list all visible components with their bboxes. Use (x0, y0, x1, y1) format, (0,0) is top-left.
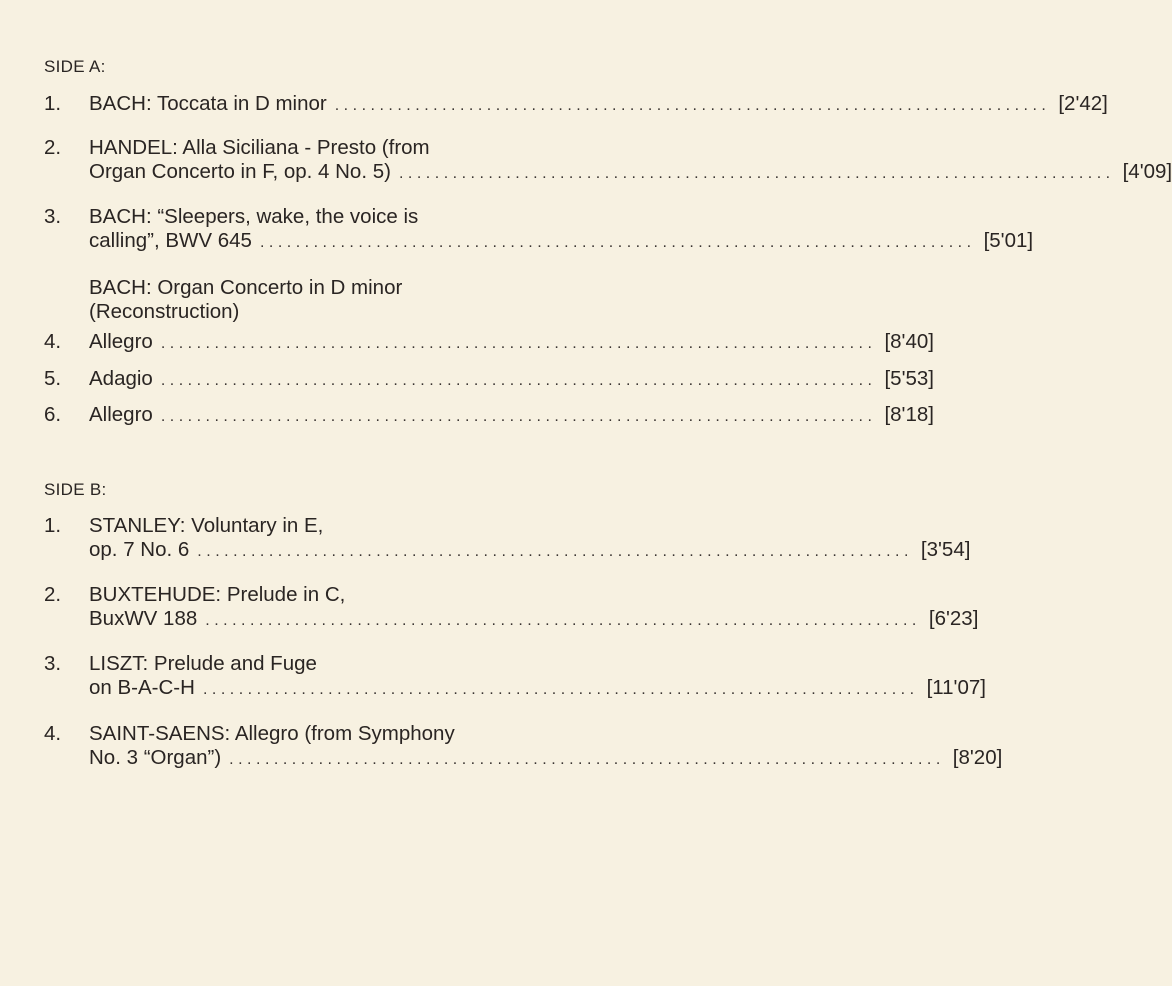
leader-dots: ................................................................................ (229, 751, 945, 768)
leader-dots: ................................................................................ (334, 97, 1051, 114)
track-title: BACH: Toccata in D minor (89, 92, 327, 115)
leader-dots: ................................................................................ (197, 543, 913, 560)
track-duration: [6'23] (928, 607, 979, 630)
leader-dots: ................................................................................ (202, 681, 919, 698)
track-number: 1. (44, 514, 62, 537)
track-title: STANLEY: Voluntary in E, (89, 514, 324, 537)
track-duration: [3'54] (920, 538, 971, 561)
track-number: 2. (44, 583, 62, 606)
leader-dots: ................................................................................ (160, 335, 877, 352)
track-number: 2. (44, 136, 62, 159)
concerto-heading-line: (Reconstruction) (89, 300, 240, 323)
track-title: BACH: “Sleepers, wake, the voice is (89, 205, 419, 228)
track-duration: [5'01] (983, 229, 1034, 252)
track-title: Allegro (89, 403, 153, 426)
track-duration: [8'20] (952, 746, 1003, 769)
track-title: LISZT: Prelude and Fuge (89, 652, 317, 675)
track-number: 4. (44, 330, 62, 353)
track-duration: [11'07] (926, 676, 986, 699)
track-number: 1. (44, 92, 62, 115)
side-b-heading: SIDE B: (44, 480, 107, 499)
track-title: Allegro (89, 330, 153, 353)
leader-dots: ................................................................................ (398, 165, 1115, 182)
concerto-heading-line: BACH: Organ Concerto in D minor (89, 276, 403, 299)
track-duration: [2'42] (1058, 92, 1108, 115)
track-duration: [5'53] (884, 367, 934, 390)
track-number: 6. (44, 403, 62, 426)
leader-dots: ................................................................................ (205, 612, 921, 629)
track-number: 4. (44, 722, 62, 745)
track-title-cont: Organ Concerto in F, op. 4 No. 5) (89, 160, 391, 183)
side-a-heading: SIDE A: (44, 57, 106, 76)
track-title-cont: on B-A-C-H (89, 676, 195, 699)
track-title: Adagio (89, 367, 153, 390)
track-duration: [4'09] (1122, 160, 1172, 183)
track-title: HANDEL: Alla Siciliana - Presto (from (89, 136, 430, 159)
track-title: BUXTEHUDE: Prelude in C, (89, 583, 346, 606)
track-duration: [8'18] (884, 403, 934, 426)
track-title-cont: No. 3 “Organ”) (89, 746, 222, 769)
track-title-cont: calling”, BWV 645 (89, 229, 252, 252)
track-number: 5. (44, 367, 62, 390)
concerto-heading (89, 276, 556, 324)
track-title: SAINT-SAENS: Allegro (from Symphony (89, 722, 455, 745)
track-duration: [8'40] (884, 330, 934, 353)
leader-dots: ................................................................................ (160, 408, 877, 425)
leader-dots: ................................................................................ (160, 372, 877, 389)
track-number: 3. (44, 652, 62, 675)
leader-dots: ................................................................................ (259, 234, 976, 251)
track-number: 3. (44, 205, 62, 228)
track-title-cont: BuxWV 188 (89, 607, 198, 630)
track-title-cont: op. 7 No. 6 (89, 538, 190, 561)
